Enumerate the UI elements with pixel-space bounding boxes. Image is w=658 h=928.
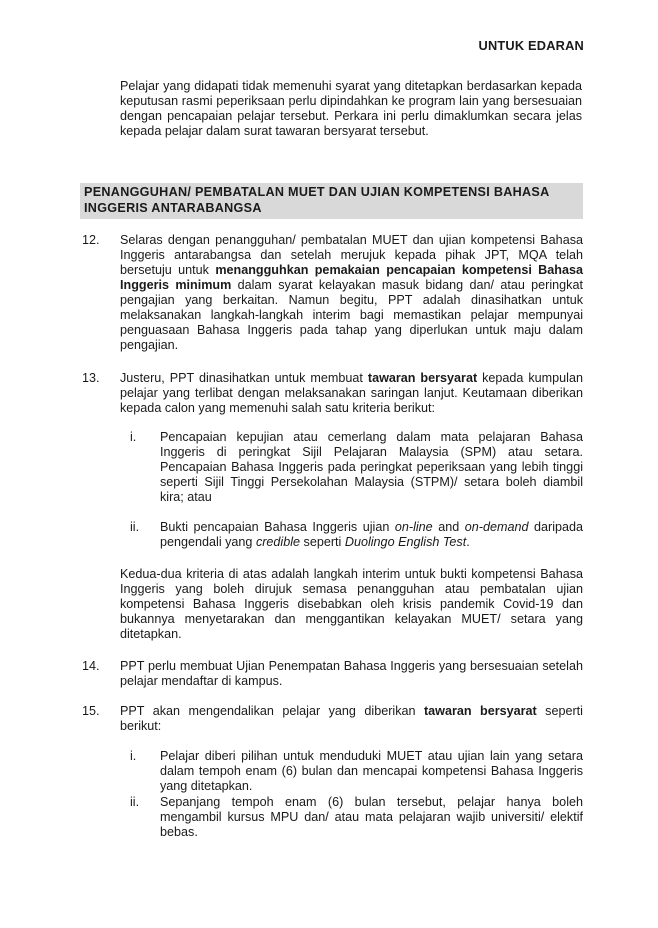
section-heading: PENANGGUHAN/ PEMBATALAN MUET DAN UJIAN KOMPETENSI BAHASA INGGERIS ANTARABANGSA: [80, 183, 583, 219]
paragraph-emphasis: tawaran bersyarat: [367, 371, 478, 385]
paragraph-number: 13.: [82, 371, 100, 385]
handling-item: [120, 749, 583, 794]
item-text: Pelajar diberi pilihan untuk menduduki MUET atau ujian lain yang setara dalam tempoh enam (6) bulan dan mencapai kompetensi Bahasa Inggeris yang ditetapkan.: [160, 749, 583, 793]
paragraph-text: seperti berikut:: [120, 704, 583, 733]
paragraph-number: 14.: [82, 659, 100, 673]
item-numeral: ii.: [130, 520, 140, 534]
item-text: Pencapaian kepujian atau cemerlang dalam mata pelajaran Bahasa Inggeris di peringkat Sijil Pelajaran Malaysia (SPM) atau setara. Pencapaian Bahasa Inggeris pada peringkat peperiksaan yang lebih tinggi seperti Sijil Tinggi Persekolahan Malaysia (STPM)/ setara boleh diambil kira; atau: [160, 430, 583, 504]
paragraph-number: 12.: [82, 233, 100, 247]
item-text: Bukti pencapaian Bahasa Inggeris ujian on-line and on-demand daripada pengendali yang credible seperti Duolingo English Test.: [160, 520, 584, 549]
paragraph-text: dalam syarat kelayakan masuk bidang dan/ atau peringkat pengajian yang berkaitan. Namun begitu, PPT adalah dinasihatkan untuk melaksanakan langkah-langkah interim bagi memastikan pelajar mempunyai penguasaan Bahasa Inggeris pada tahap yang diperlukan untuk maju dalam pengajian.: [120, 278, 583, 352]
criteria-item: [120, 520, 583, 550]
criteria-closing: Kedua-dua kriteria di atas adalah langkah interim untuk bukti kompetensi Bahasa Inggeris yang boleh dirujuk semasa penangguhan atau pembatalan ujian kompetensi Bahasa Inggeris disebabkan oleh krisis pandemik Covid-19 dan bukannya menyetarakan dan menggantikan kelayakan MUET/ setara yang ditetapkan.: [120, 567, 583, 641]
paragraph-body: [120, 233, 583, 353]
paragraph-body: [120, 704, 583, 734]
item-numeral: ii.: [130, 795, 140, 809]
item-numeral: i.: [130, 430, 137, 444]
paragraph-text: kepada kumpulan pelajar yang terlibat dengan melaksanakan saringan lanjut. Keutamaan diberikan kepada calon yang memenuhi salah satu kriteria berikut:: [120, 371, 583, 415]
paragraph-body: [120, 371, 583, 416]
paragraph-number: 15.: [82, 704, 100, 718]
intro-paragraph: Pelajar yang didapati tidak memenuhi syarat yang ditetapkan berdasarkan kepada keputusan rasmi peperiksaan perlu dipindahkan ke program lain yang bersesuaian dengan pencapaian pelajar tersebut. Perkara ini perlu dimaklumkan secara jelas kepada pelajar dalam surat tawaran bersyarat tersebut.: [120, 79, 582, 138]
paragraph-text: Justeru, PPT dinasihatkan untuk membuat: [120, 371, 368, 385]
item-numeral: i.: [130, 749, 137, 763]
handling-item: [120, 795, 583, 840]
item-text: Sepanjang tempoh enam (6) bulan tersebut, pelajar hanya boleh mengambil kursus MPU dan/ atau mata pelajaran wajib universiti/ elektif bebas.: [160, 795, 583, 839]
paragraph-12: [80, 233, 583, 353]
paragraph-text: Selaras dengan penangguhan/ pembatalan MUET dan ujian kompetensi Bahasa Inggeris antarabangsa dan setelah merujuk kepada pihak JPT, MQA telah bersetuju untuk: [120, 233, 583, 277]
paragraph-14: [80, 659, 583, 689]
distribution-label: UNTUK EDARAN: [478, 38, 584, 53]
paragraph-13: [80, 371, 583, 416]
paragraph-text: PPT akan mengendalikan pelajar yang diberikan: [120, 704, 424, 718]
paragraph-body: PPT perlu membuat Ujian Penempatan Bahasa Inggeris yang bersesuaian setelah pelajar mendaftar di kampus.: [120, 659, 583, 688]
paragraph-emphasis: menangguhkan pemakaian pencapaian kompetensi Bahasa Inggeris minimum: [120, 263, 583, 292]
paragraph-emphasis: tawaran bersyarat: [423, 704, 537, 718]
paragraph-15: [80, 704, 583, 734]
criteria-item: [120, 430, 583, 505]
